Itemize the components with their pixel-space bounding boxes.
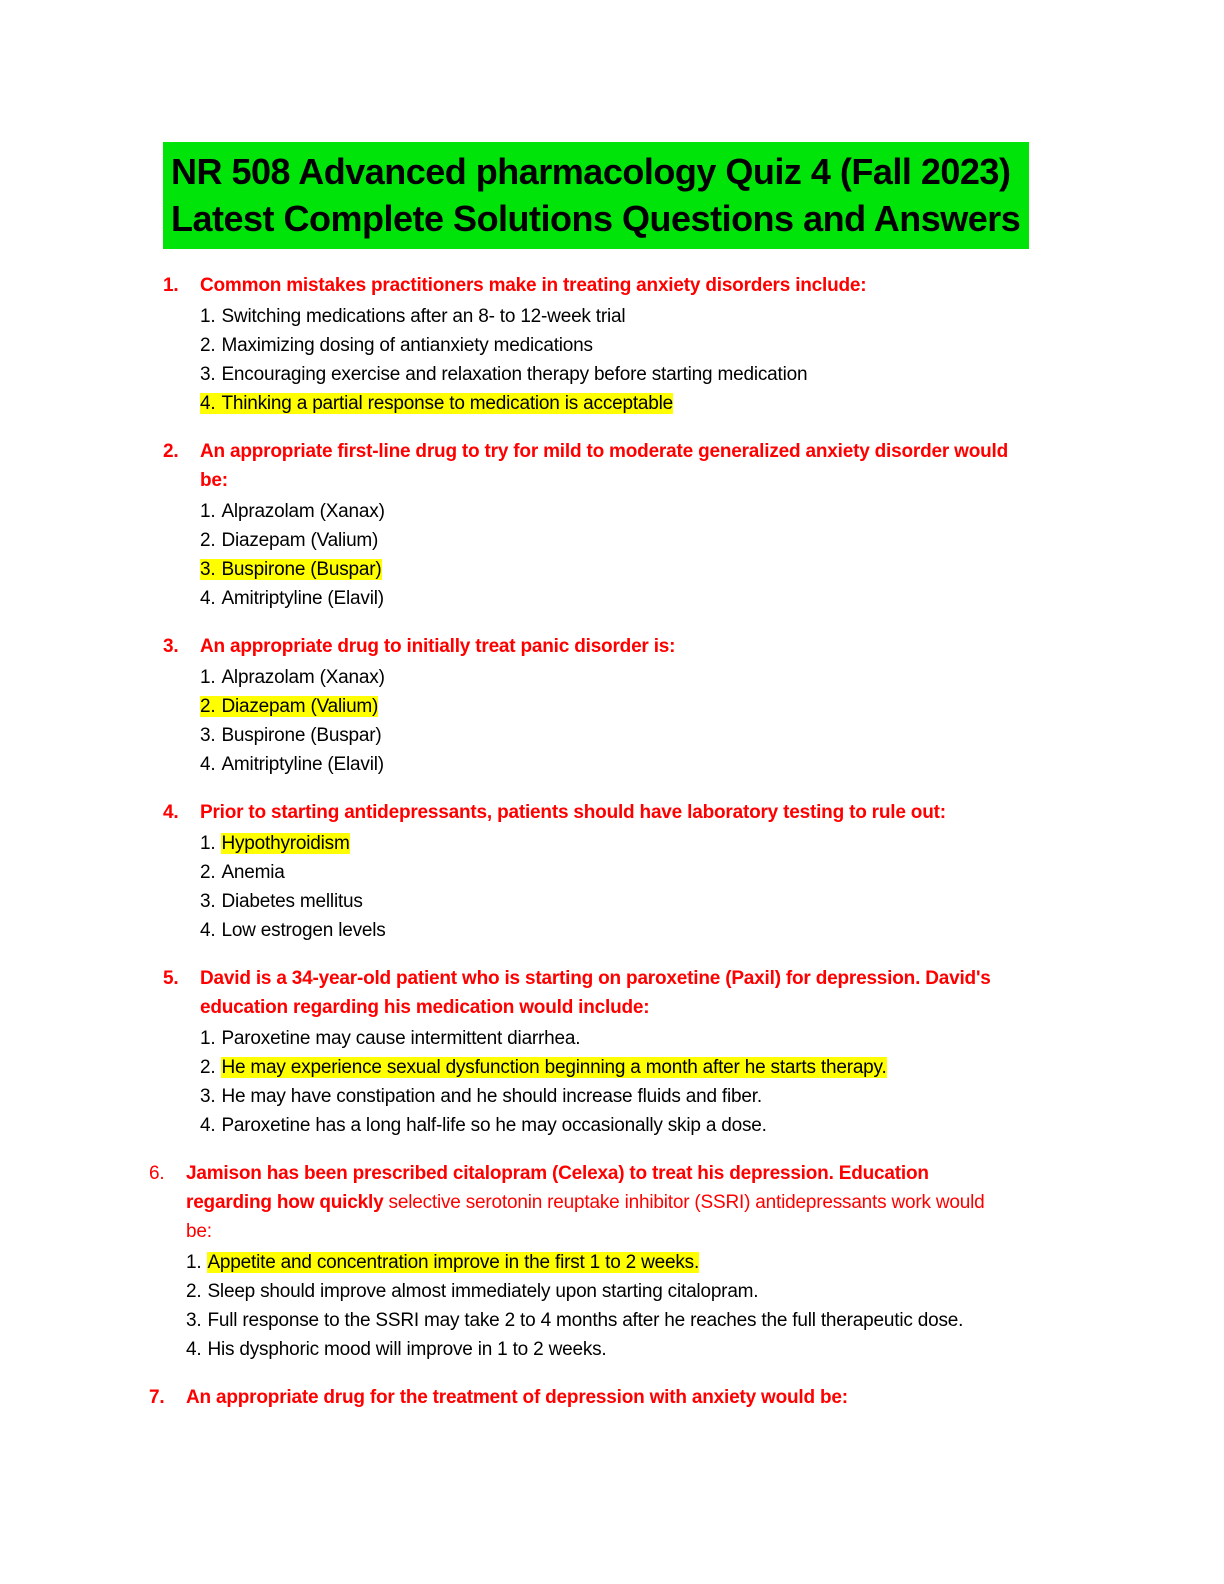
option-text: Diabetes mellitus (221, 891, 363, 912)
question-item (163, 964, 1170, 1140)
option-number: 3. (200, 725, 216, 746)
option-number: 4. (200, 754, 216, 775)
option-text: He may experience sexual dysfunction beginning a month after he starts therapy. (221, 1057, 887, 1078)
option-item (200, 331, 866, 360)
option-text: Paroxetine has a long half-life so he may occasionally skip a dose. (221, 1115, 767, 1136)
option-number: 4. (200, 588, 216, 609)
question-body (200, 437, 1012, 613)
option-text: Buspirone (Buspar) (221, 725, 382, 746)
option-text: Anemia (221, 862, 285, 883)
option-text: Paroxetine may cause intermittent diarrhea. (221, 1028, 581, 1049)
option-text: Amitriptyline (Elavil) (221, 588, 384, 609)
question-prompt (200, 632, 675, 661)
option-number: 2. (200, 335, 216, 356)
question-item (163, 798, 1170, 945)
option-item (186, 1277, 998, 1306)
document-title (163, 142, 1029, 249)
option-item (200, 584, 1012, 613)
question-item (163, 632, 1170, 779)
option-number: 1. (200, 833, 216, 854)
question-prompt-bold: An appropriate drug to initially treat panic disorder is: (200, 636, 676, 657)
question-prompt (200, 798, 946, 827)
question-body (186, 1159, 998, 1364)
question-item (149, 1383, 1170, 1414)
option-number: 1. (200, 667, 216, 688)
option-number: 2. (200, 696, 221, 717)
option-number: 3. (200, 364, 216, 385)
option-number: 4. (200, 920, 216, 941)
question-body (200, 964, 1012, 1140)
option-number: 2. (200, 862, 216, 883)
option-number: 2. (200, 1057, 216, 1078)
option-text: Encouraging exercise and relaxation therapy before starting medication (221, 364, 808, 385)
option-text: His dysphoric mood will improve in 1 to 2 weeks. (207, 1339, 607, 1360)
question-number: 2. (163, 441, 179, 462)
question-item (149, 1159, 1170, 1364)
option-item (200, 692, 675, 721)
question-body (200, 271, 866, 418)
question-number: 5. (163, 968, 179, 989)
option-number: 3. (186, 1310, 202, 1331)
option-text: Thinking a partial response to medication is acceptable (221, 393, 674, 414)
option-item (200, 916, 946, 945)
option-text: Amitriptyline (Elavil) (221, 754, 384, 775)
option-item (200, 858, 946, 887)
question-prompt-bold: An appropriate first-line drug to try for mild to moderate generalized anxiety disorder would be: (200, 441, 1009, 491)
question-item (163, 271, 1170, 418)
option-text: Maximizing dosing of antianxiety medications (221, 335, 593, 356)
option-text: Appetite and concentration improve in the first 1 to 2 weeks. (207, 1252, 700, 1273)
option-number: 3. (200, 559, 221, 580)
option-text: Full response to the SSRI may take 2 to 4 months after he reaches the full therapeutic dose. (207, 1310, 964, 1331)
options-list (200, 497, 1012, 613)
questions-list (149, 271, 1170, 1414)
option-text: Diazepam (Valium) (221, 696, 379, 717)
option-text: Low estrogen levels (221, 920, 386, 941)
option-item (200, 887, 946, 916)
options-list (200, 663, 675, 779)
option-text: Switching medications after an 8- to 12-week trial (221, 306, 626, 327)
option-item (200, 1024, 1012, 1053)
question-prompt-bold: David is a 34-year-old patient who is starting on paroxetine (Paxil) for depression. David's education regarding his medication would include: (200, 968, 991, 1018)
option-item (200, 302, 866, 331)
options-list (200, 829, 946, 945)
question-number: 7. (149, 1387, 165, 1408)
option-number: 4. (200, 393, 221, 414)
question-number: 4. (163, 802, 179, 823)
option-item (186, 1306, 998, 1335)
option-item (200, 721, 675, 750)
option-text: Hypothyroidism (221, 833, 350, 854)
title-line-2: Latest Complete Solutions Questions and Answers (171, 198, 1021, 239)
title-line-1: NR 508 Advanced pharmacology Quiz 4 (Fall 2023) (171, 151, 1011, 192)
question-prompt (200, 271, 866, 300)
option-number: 4. (200, 1115, 216, 1136)
question-prompt (186, 1383, 848, 1412)
question-prompt-bold: An appropriate drug for the treatment of depression with anxiety would be: (186, 1387, 848, 1408)
options-list (186, 1248, 998, 1364)
option-item (200, 1053, 1012, 1082)
question-body (200, 632, 675, 779)
option-text: Alprazolam (Xanax) (221, 501, 385, 522)
option-number: 1. (186, 1252, 202, 1273)
option-text: Alprazolam (Xanax) (221, 667, 385, 688)
option-item (200, 750, 675, 779)
option-item (200, 555, 1012, 584)
option-number: 4. (186, 1339, 202, 1360)
option-item (200, 389, 866, 418)
option-number: 2. (186, 1281, 202, 1302)
question-prompt-rest: selective serotonin reuptake inhibitor (SSRI) antidepressants work would be: (186, 1192, 985, 1242)
option-text: He may have constipation and he should increase fluids and fiber. (221, 1086, 762, 1107)
option-number: 2. (200, 530, 216, 551)
option-number: 3. (200, 891, 216, 912)
options-list (200, 1024, 1012, 1140)
question-prompt (200, 437, 1012, 495)
option-item (200, 829, 946, 858)
question-number: 1. (163, 275, 179, 296)
question-prompt (200, 964, 1012, 1022)
option-item (186, 1248, 998, 1277)
option-item (200, 1082, 1012, 1111)
option-number: 3. (200, 1086, 216, 1107)
option-item (186, 1335, 998, 1364)
option-item (200, 1111, 1012, 1140)
option-number: 1. (200, 501, 216, 522)
option-item (200, 526, 1012, 555)
question-prompt-bold: Common mistakes practitioners make in treating anxiety disorders include: (200, 275, 867, 296)
option-text: Sleep should improve almost immediately upon starting citalopram. (207, 1281, 759, 1302)
option-text: Buspirone (Buspar) (221, 559, 382, 580)
question-number: 6. (149, 1163, 165, 1184)
option-number: 1. (200, 306, 216, 327)
option-number: 1. (200, 1028, 216, 1049)
option-item (200, 497, 1012, 526)
question-prompt (186, 1159, 998, 1246)
question-prompt-bold: Prior to starting antidepressants, patients should have laboratory testing to rule out: (200, 802, 946, 823)
option-item (200, 663, 675, 692)
question-body (186, 1383, 848, 1414)
option-item (200, 360, 866, 389)
options-list (200, 302, 866, 418)
question-prompt-bold: Jamison has been prescribed citalopram (Celexa) to treat his depression. Education regarding how quickly (186, 1163, 929, 1213)
option-text: Diazepam (Valium) (221, 530, 379, 551)
question-number: 3. (163, 636, 179, 657)
question-body (200, 798, 946, 945)
question-item (163, 437, 1170, 613)
